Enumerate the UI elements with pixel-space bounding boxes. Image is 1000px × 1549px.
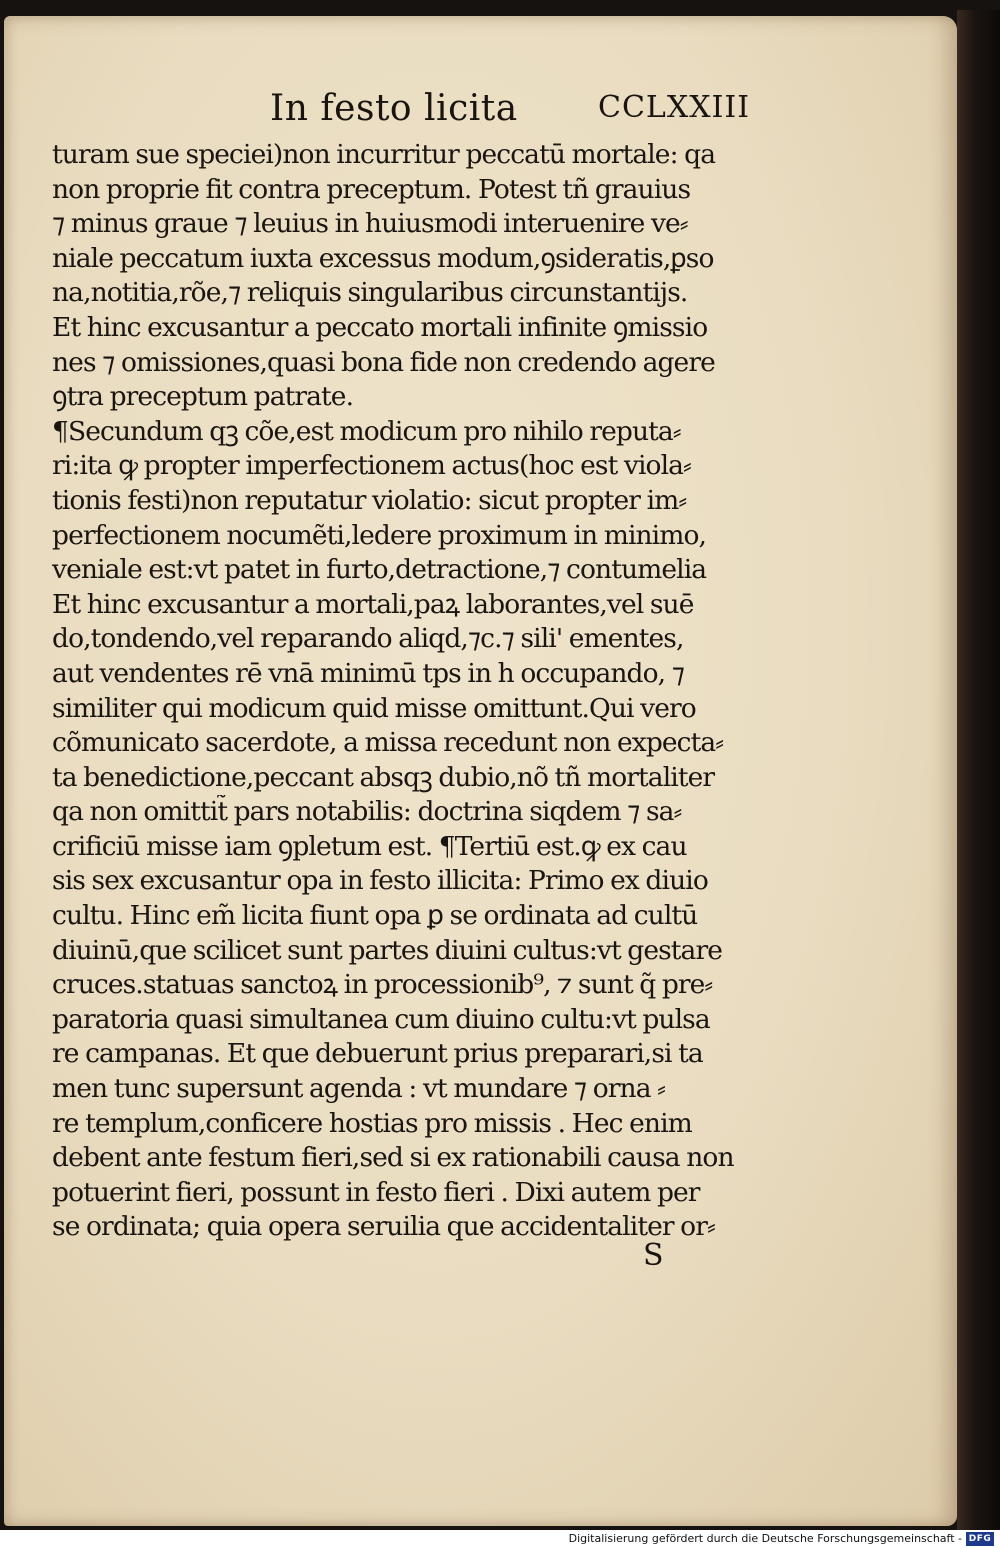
text-line: cõmunicato sacerdote, a missa recedunt non expecta⸗: [52, 727, 724, 759]
text-line: Et hinc excusantur a mortali,paꝝ laborantes,vel suē: [52, 588, 694, 620]
text-line: crificiū misse iam ꝯpletum est. ¶Tertiū est.ꝙ ex cau: [52, 830, 687, 862]
dfg-logo-icon: DFG: [966, 1532, 994, 1546]
text-line: ta benedictione,peccant absqꝫ dubio,nõ tñ mortaliter: [52, 761, 715, 793]
text-line: similiter qui modicum quid misse omittunt.Qui vero: [52, 692, 696, 724]
text-line: Et hinc excusantur a peccato mortali infinite ꝯmissio: [52, 311, 708, 343]
footer-bar: [0, 1530, 1000, 1549]
book-edge: [957, 10, 1000, 1530]
text-line: aut vendentes rē vnā minimū tps in h occupando, ⁊: [52, 657, 684, 689]
running-head: In festo licita: [270, 88, 518, 129]
text-line: ¶Secundum qꝫ cõe,est modicum pro nihilo reputa⸗: [52, 415, 681, 447]
folio-number: CCLXXIII: [598, 90, 751, 125]
text-line: do,tondendo,vel reparando aliqd,⁊c.⁊ sili' ementes,: [52, 623, 684, 655]
text-line: nes ⁊ omissiones,quasi bona fide non credendo agere: [52, 346, 715, 378]
text-line: perfectionem nocumẽti,ledere proximum in minimo,: [52, 519, 707, 551]
text-line: qa non omittit̃ pars notabilis: doctrina siqdem ⁊ sa⸗: [52, 796, 682, 828]
footer-credit: Digitalisierung gefördert durch die Deutsche Forschungsgemeinschaft -: [568, 1532, 962, 1545]
text-line: debent ante festum fieri,sed si ex rationabili causa non: [52, 1142, 734, 1174]
text-line: re campanas. Et que debuerunt prius preparari,si ta: [52, 1038, 703, 1070]
text-line: ⁊ minus graue ⁊ leuius in huiusmodi interuenire ve⸗: [52, 208, 688, 240]
text-line: non proprie fit contra preceptum. Potest tñ grauius: [52, 173, 691, 205]
text-line: veniale est:vt patet in furto,detractione,⁊ contumelia: [52, 554, 707, 586]
text-line: turam sue speciei)non incurritur peccatū mortale: qa: [52, 139, 716, 170]
text-line: niale peccatum iuxta excessus modum,ꝯsideratis,ꝑso: [52, 242, 714, 274]
text-line: men tunc supersunt agenda : vt mundare ⁊ orna ⸗: [52, 1073, 666, 1105]
text-line: sis sex excusantur opa in festo illicita: Primo ex diuio: [52, 865, 708, 897]
text-line: cultu. Hinc em̃ licita fiunt opa ꝑ se ordinata ad cultū: [52, 900, 698, 932]
text-line: tionis festi)non reputatur violatio: sicut propter im⸗: [52, 484, 687, 516]
text-column: [52, 138, 752, 1245]
text-line: potuerint fieri, possunt in festo fieri . Dixi autem per: [52, 1176, 700, 1208]
text-line: ꝯtra preceptum patrate.: [52, 381, 354, 413]
text-line: cruces.statuas sanctoꝝ in processionib⁹, ⁊ sunt q̃ pre⸗: [52, 969, 713, 1001]
text-line: diuinū,que scilicet sunt partes diuini cultus:vt gestare: [52, 934, 722, 966]
text-line: se ordinata; quia opera seruilia que accidentaliter or⸗: [52, 1211, 715, 1243]
text-line: re templum,conficere hostias pro missis . Hec enim: [52, 1107, 692, 1139]
text-line: na,notitia,rõe,⁊ reliquis singularibus circunstantijs.: [52, 277, 688, 309]
text-line: ri:ita ꝙ propter imperfectionem actus(hoc est viola⸗: [52, 450, 691, 482]
text-line: paratoria quasi simultanea cum diuino cultu:vt pulsa: [52, 1003, 710, 1035]
signature-mark: S: [643, 1238, 664, 1273]
